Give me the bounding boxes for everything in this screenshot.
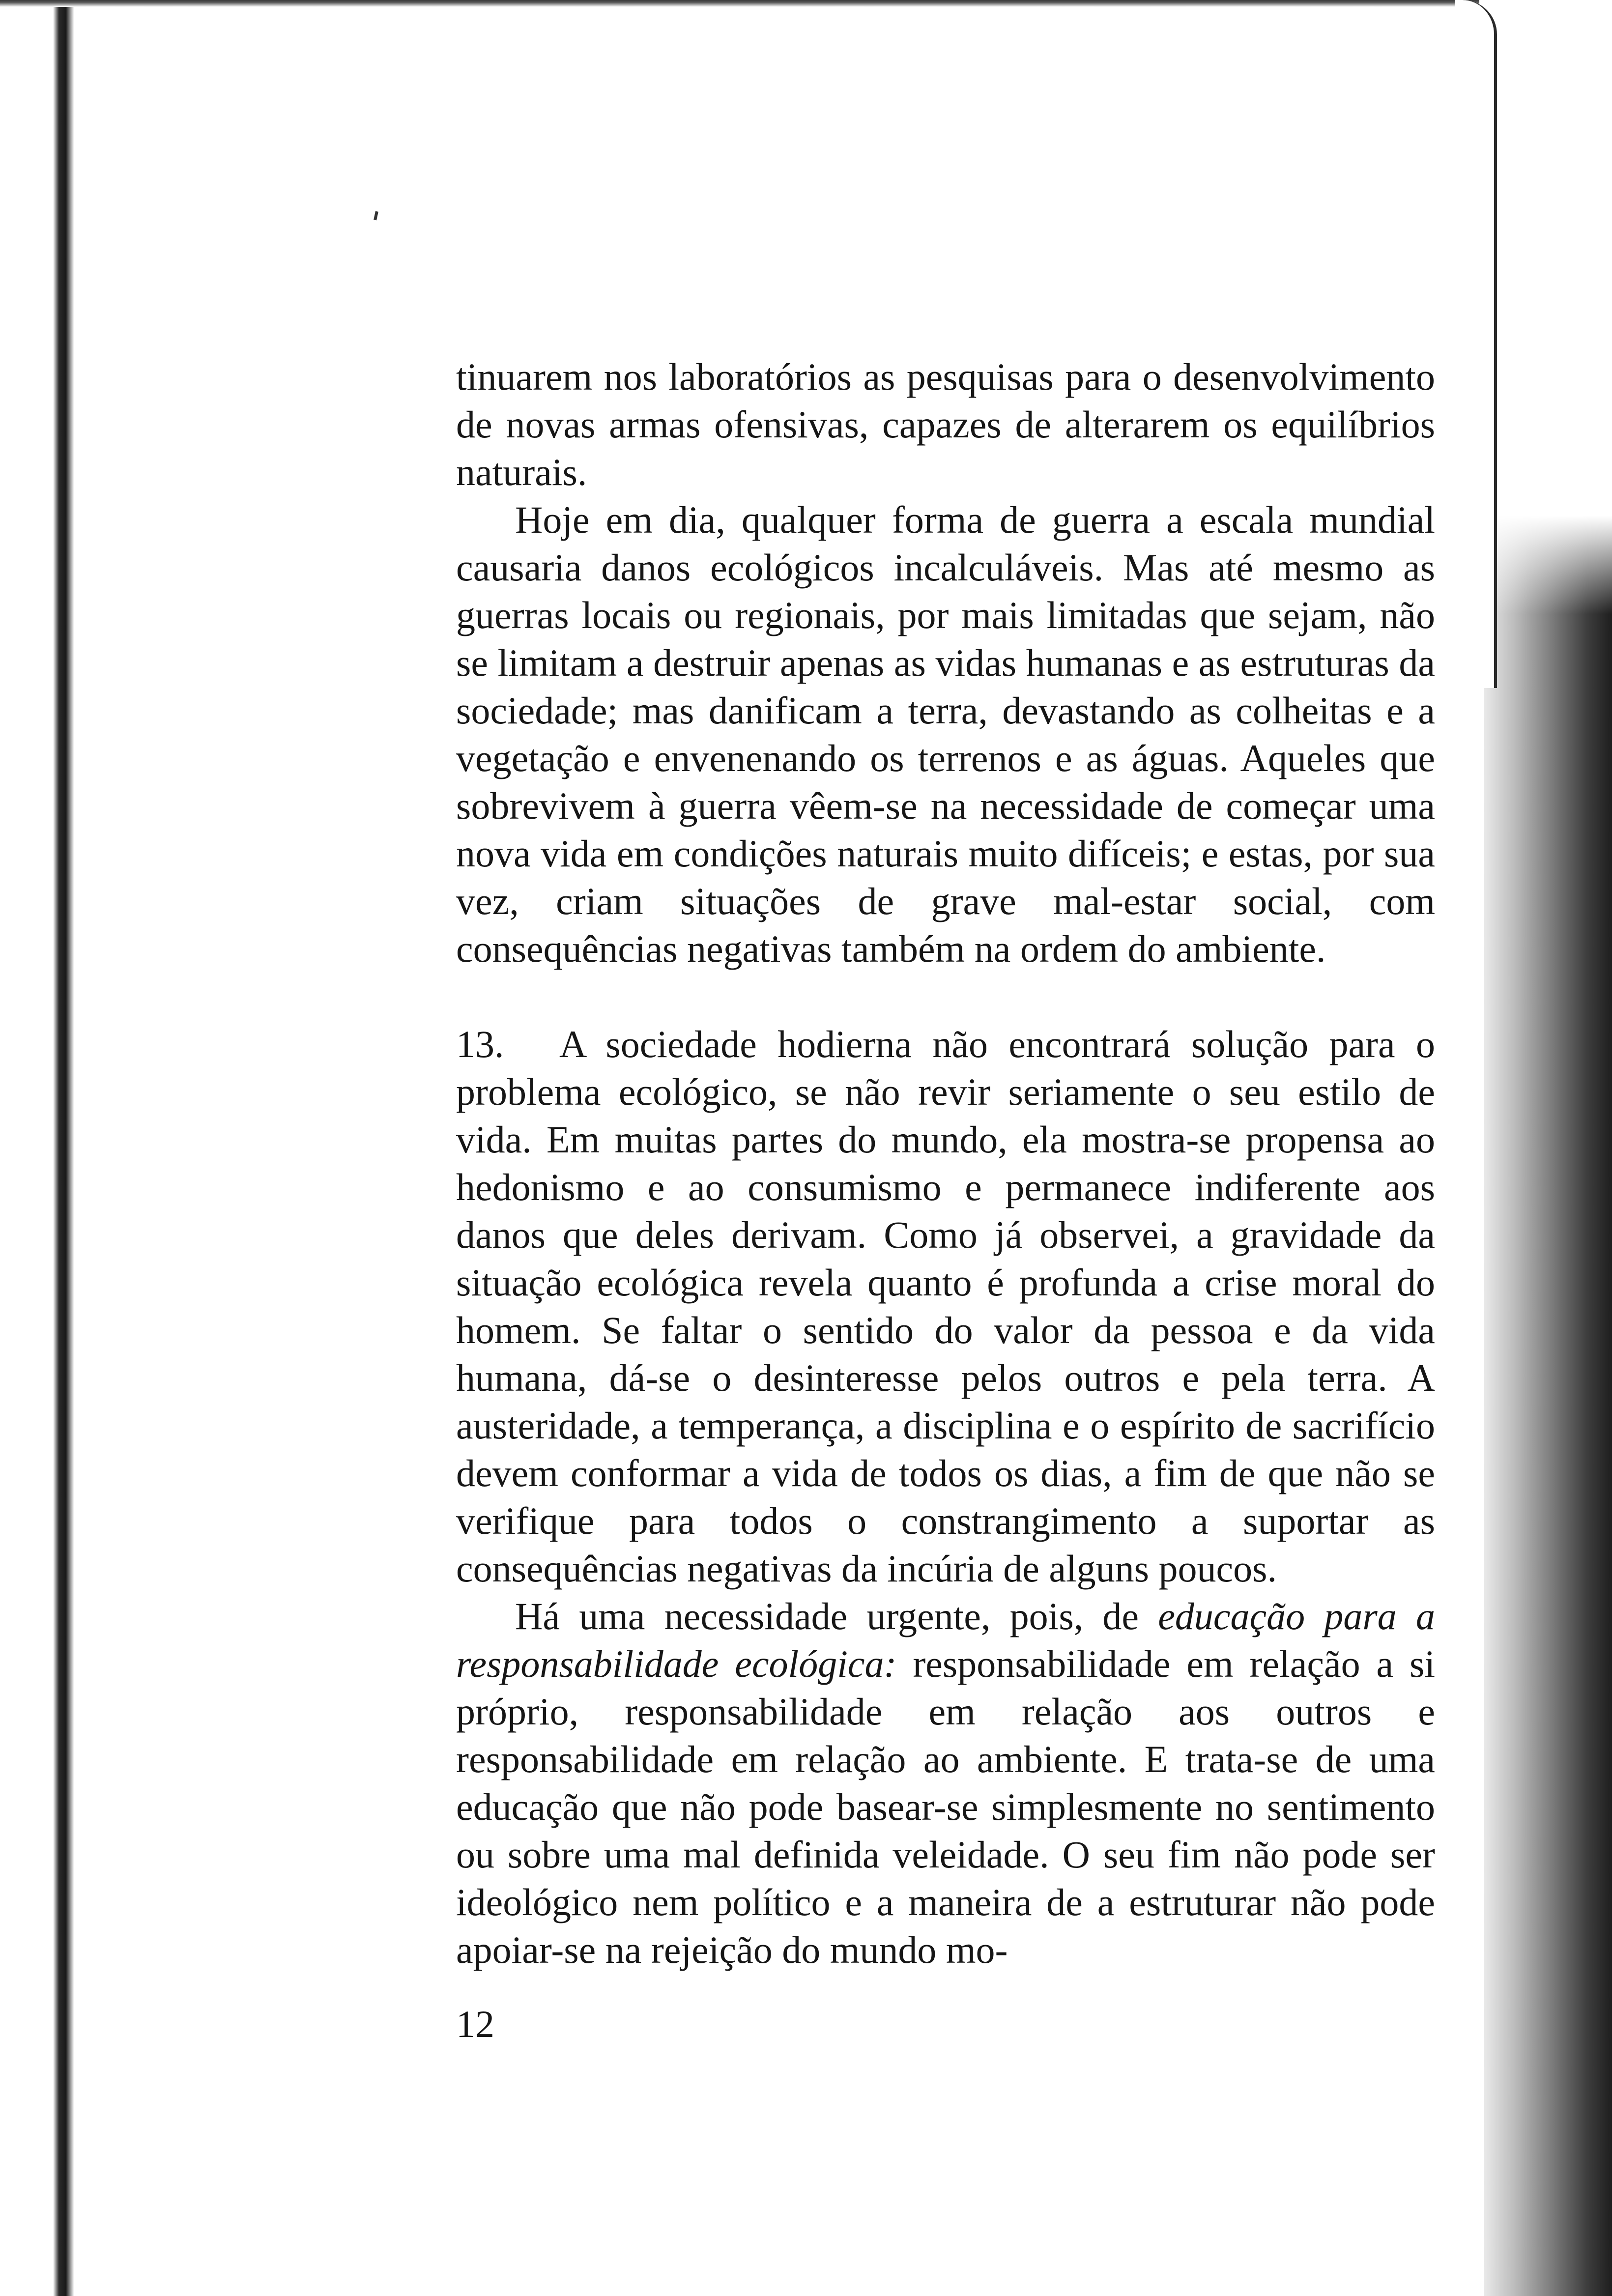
scan-right-shadow-fade [1484,0,1612,614]
section-number: 13. [456,1023,504,1065]
page-right-edge [1455,0,1497,688]
text-column [456,353,1435,1974]
education-body-text: responsabilidade em relação a si próprio, responsabilidade em relação aos outros e responsabilidade em relação ao ambiente. E trata-se de uma educação que não pode basear-se simplesmente no sentimento ou sobre uma mal definida veleidade. O seu fim não pode ser ideológico nem político e a maneira de a estruturar não pode apoiar-se na rejeição do mundo mo- [456,1642,1435,1971]
page-number: 12 [456,2003,494,2045]
scan-binding-edge [0,0,74,2296]
education-lead-text: Há uma necessidade urgente, pois, de [515,1595,1139,1637]
paragraph-war-damage: Hoje em dia, qualquer forma de guerra a escala mundial causaria danos ecológicos incalculáveis. Mas até mesmo as guerras locais ou regionais, por mais limitadas que sejam, não se limitam a destruir apenas as vidas humanas e as estruturas da sociedade; mas danificam a terra, devastando as colheitas e a vegetação e envenenando os terrenos e as águas. Aqueles que sobrevivem à guerra vêem-se na necessidade de começar uma nova vida em condições naturais muito difíceis; e estas, por sua vez, criam situações de grave mal-estar social, com consequências negativas também na ordem do ambiente. [456,498,1435,970]
paragraph-ecological-education [456,1592,1435,1974]
paragraph-section-13 [456,1020,1435,1592]
scan-top-edge [0,0,1479,7]
scan-stray-mark [374,211,378,221]
education-emphasis-text: educação para a responsabilidade ecológica: [456,1595,1436,1685]
section-13-text: A sociedade hodierna não encontrará solução para o problema ecológico, se não revir seriamente o seu estilo de vida. Em muitas partes do mundo, ela mostra-se propensa ao hedonismo e ao consumismo e permanece indiferente aos danos que deles derivam. Como já observei, a gravidade da situação ecológica revela quanto é profunda a crise moral do homem. Se faltar o sentido do valor da pessoa e da vida humana, dá-se o desinteresse pelos outros e pela terra. A austeridade, a temperança, a disciplina e o espírito de sacrifício devem conformar a vida de todos os dias, a fim de que não se verifique para todos o constrangimento a suportar as consequências negativas da incúria de alguns poucos. [456,1023,1435,1590]
paragraph-continuation: tinuarem nos laboratórios as pesquisas para o desenvolvimento de novas armas ofensivas, capazes de alterarem os equilíbrios naturais. [456,355,1435,493]
